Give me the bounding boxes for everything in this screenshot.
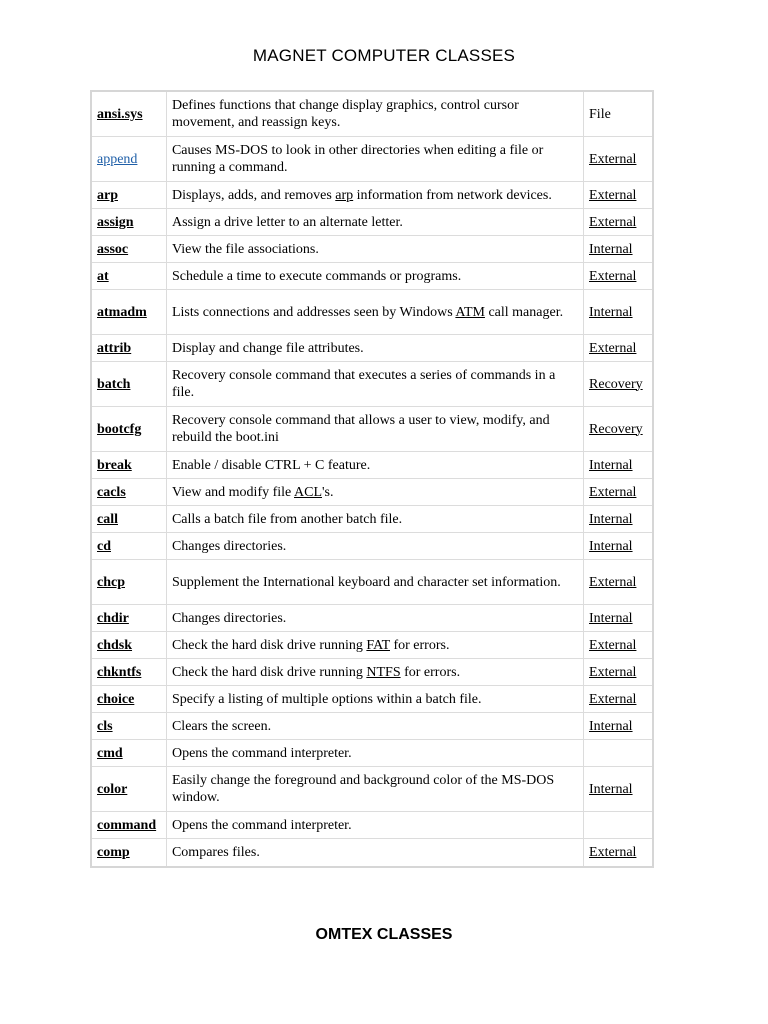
table-row [92, 335, 652, 362]
table-row [92, 362, 652, 407]
command-cell [92, 263, 167, 290]
description-cell [167, 686, 584, 713]
type-cell [584, 479, 652, 506]
command-name-link[interactable]: batch [97, 376, 131, 392]
description-cell [167, 479, 584, 506]
table-row [92, 812, 652, 839]
table-row [92, 137, 652, 182]
description-cell [167, 605, 584, 632]
description-text: Compares files. [171, 845, 260, 860]
table-row [92, 686, 652, 713]
description-cell [167, 290, 584, 335]
type-cell [584, 92, 652, 137]
command-name-link[interactable]: command [97, 817, 157, 833]
description-term-link[interactable]: NTFS [366, 664, 401, 680]
command-cell [92, 533, 167, 560]
description-cell [167, 407, 584, 452]
command-cell [92, 362, 167, 407]
command-cell [92, 335, 167, 362]
description-cell [167, 362, 584, 407]
description-cell [167, 209, 584, 236]
command-name-link[interactable]: comp [97, 845, 130, 860]
command-name-link[interactable]: cd [97, 538, 111, 554]
table-row [92, 209, 652, 236]
command-type-link[interactable]: Internal [589, 610, 633, 626]
command-name-link[interactable]: cmd [97, 745, 123, 761]
table-row [92, 839, 652, 866]
command-type-link[interactable]: External [589, 268, 637, 284]
description-text: Easily change the foreground and background color of the MS-DOS window. [171, 773, 555, 805]
command-cell [92, 506, 167, 533]
command-cell [92, 686, 167, 713]
command-type-link[interactable]: External [589, 151, 637, 167]
command-cell [92, 452, 167, 479]
command-type-link[interactable]: Internal [589, 538, 633, 554]
description-cell [167, 632, 584, 659]
type-cell [584, 812, 652, 839]
description-text: Changes directories. [171, 538, 287, 554]
table-row [92, 560, 652, 605]
type-cell [584, 407, 652, 452]
description-cell [167, 452, 584, 479]
command-name-link[interactable]: atmadm [97, 304, 147, 320]
type-cell [584, 506, 652, 533]
description-text: Schedule a time to execute commands or programs. [171, 268, 462, 284]
command-cell [92, 713, 167, 740]
description-text: Recovery console command that allows a user to view, modify, and rebuild the boot.ini [171, 413, 550, 445]
command-cell [92, 479, 167, 506]
description-cell [167, 236, 584, 263]
command-type-link[interactable]: External [589, 664, 637, 680]
type-cell [584, 290, 652, 335]
description-cell [167, 335, 584, 362]
command-name-link[interactable]: call [97, 511, 118, 527]
command-name-link[interactable]: at [97, 268, 109, 284]
command-cell [92, 137, 167, 182]
page-title: MAGNET COMPUTER CLASSES [252, 46, 516, 65]
description-cell [167, 506, 584, 533]
table-row [92, 632, 652, 659]
description-text: for errors. [389, 637, 450, 653]
command-type-link[interactable]: Internal [589, 241, 633, 257]
description-cell [167, 767, 584, 812]
description-cell [167, 92, 584, 137]
description-text: information from network devices. [353, 187, 552, 203]
command-type-link: File [589, 106, 611, 122]
command-name-link[interactable]: chdsk [97, 637, 133, 653]
command-type-link[interactable]: External [589, 187, 637, 203]
command-name-link[interactable]: assoc [97, 241, 129, 257]
description-text: for errors. [400, 664, 461, 680]
command-type-link[interactable]: Internal [589, 511, 633, 527]
command-type-link[interactable]: External [589, 691, 637, 707]
description-text: Lists connections and addresses seen by Windows [171, 304, 456, 320]
command-type-link[interactable]: External [589, 574, 637, 590]
table-row [92, 452, 652, 479]
table-row [92, 506, 652, 533]
command-name-link[interactable]: append [97, 151, 138, 167]
description-text: Causes MS-DOS to look in other directories when editing a file or running a command. [171, 143, 544, 175]
table-row [92, 659, 652, 686]
type-cell [584, 137, 652, 182]
description-text: call manager. [484, 304, 564, 320]
table-row [92, 479, 652, 506]
command-name-link[interactable]: arp [97, 187, 118, 203]
description-text: Displays, adds, and removes [171, 187, 336, 203]
table-row [92, 407, 652, 452]
type-cell [584, 740, 652, 767]
command-name-link[interactable]: cacls [97, 484, 126, 500]
command-cell [92, 839, 167, 866]
command-name-link[interactable]: color [97, 781, 128, 797]
description-text: Recovery console command that executes a series of commands in a file. [171, 368, 556, 400]
command-cell [92, 182, 167, 209]
command-type-link[interactable]: External [589, 340, 637, 356]
command-type-link[interactable]: External [589, 637, 637, 653]
table-row [92, 236, 652, 263]
description-cell [167, 659, 584, 686]
table-row [92, 182, 652, 209]
command-table [90, 90, 654, 868]
description-text: Defines functions that change display graphics, control cursor movement, and reassign keys. [171, 98, 519, 130]
type-cell [584, 362, 652, 407]
command-name-link[interactable]: break [97, 457, 132, 473]
type-cell [584, 263, 652, 290]
command-name-link[interactable]: chdir [97, 610, 129, 626]
type-cell [584, 632, 652, 659]
type-cell [584, 713, 652, 740]
command-type-link[interactable]: Recovery [589, 421, 643, 437]
command-cell [92, 560, 167, 605]
command-type-link[interactable]: External [589, 214, 637, 230]
command-type-link[interactable]: Internal [589, 457, 633, 473]
table-row [92, 290, 652, 335]
command-cell [92, 632, 167, 659]
description-text: Changes directories. [171, 610, 287, 626]
table-row [92, 533, 652, 560]
description-text: Specify a listing of multiple options within a batch file. [171, 691, 482, 707]
description-cell [167, 839, 584, 866]
command-cell [92, 659, 167, 686]
description-text: View and modify file [171, 484, 294, 500]
command-name-link[interactable]: cls [97, 718, 113, 734]
description-term-link[interactable]: FAT [366, 637, 390, 653]
command-cell [92, 209, 167, 236]
command-cell [92, 92, 167, 137]
type-cell [584, 182, 652, 209]
type-cell [584, 335, 652, 362]
command-name-link[interactable]: bootcfg [97, 421, 142, 437]
type-cell [584, 560, 652, 605]
command-type-link[interactable]: Internal [589, 718, 633, 734]
command-cell [92, 767, 167, 812]
command-type-link[interactable]: External [589, 845, 637, 860]
description-text: Calls a batch file from another batch file. [171, 511, 403, 527]
type-cell [584, 605, 652, 632]
command-name-link[interactable]: ansi.sys [97, 106, 143, 122]
description-text: Check the hard disk drive running [171, 637, 367, 653]
command-cell [92, 236, 167, 263]
description-cell [167, 182, 584, 209]
command-type-link[interactable]: External [589, 484, 637, 500]
description-text: Opens the command interpreter. [171, 817, 352, 833]
command-type-link[interactable]: Recovery [589, 376, 643, 392]
command-name-link[interactable]: attrib [97, 340, 132, 356]
type-cell [584, 659, 652, 686]
table-row [92, 767, 652, 812]
command-cell [92, 740, 167, 767]
description-text: 's. [322, 484, 334, 500]
description-cell [167, 812, 584, 839]
description-text: Display and change file attributes. [171, 340, 364, 356]
table-row [92, 92, 652, 137]
description-text: Check the hard disk drive running [171, 664, 367, 680]
command-name-link[interactable]: chkntfs [97, 664, 142, 680]
command-name-link[interactable]: assign [97, 214, 134, 230]
command-name-link[interactable]: chcp [97, 574, 125, 590]
table-row [92, 263, 652, 290]
command-cell [92, 605, 167, 632]
description-cell [167, 740, 584, 767]
command-cell [92, 812, 167, 839]
description-cell [167, 137, 584, 182]
command-cell [92, 407, 167, 452]
type-cell [584, 452, 652, 479]
footer-title: OMTEX CLASSES [315, 926, 453, 943]
description-cell [167, 560, 584, 605]
description-text: Assign a drive letter to an alternate letter. [171, 214, 403, 230]
description-cell [167, 263, 584, 290]
command-name-link[interactable]: choice [97, 691, 135, 707]
type-cell [584, 686, 652, 713]
description-text: Enable / disable CTRL + C feature. [171, 457, 371, 473]
command-cell [92, 290, 167, 335]
description-text: Supplement the International keyboard and character set information. [171, 574, 561, 590]
type-cell [584, 839, 652, 866]
type-cell [584, 236, 652, 263]
description-term-link[interactable]: arp [335, 187, 354, 203]
description-term-link[interactable]: ACL [294, 484, 322, 500]
table-row [92, 713, 652, 740]
description-term-link[interactable]: ATM [455, 304, 485, 320]
command-type-link[interactable]: Internal [589, 304, 633, 320]
description-cell [167, 533, 584, 560]
table-row [92, 605, 652, 632]
description-text: View the file associations. [171, 241, 319, 257]
type-cell [584, 209, 652, 236]
description-cell [167, 713, 584, 740]
type-cell [584, 533, 652, 560]
command-type-link[interactable]: Internal [589, 781, 633, 797]
table-row [92, 740, 652, 767]
description-text: Opens the command interpreter. [171, 745, 352, 761]
description-text: Clears the screen. [171, 718, 272, 734]
type-cell [584, 767, 652, 812]
